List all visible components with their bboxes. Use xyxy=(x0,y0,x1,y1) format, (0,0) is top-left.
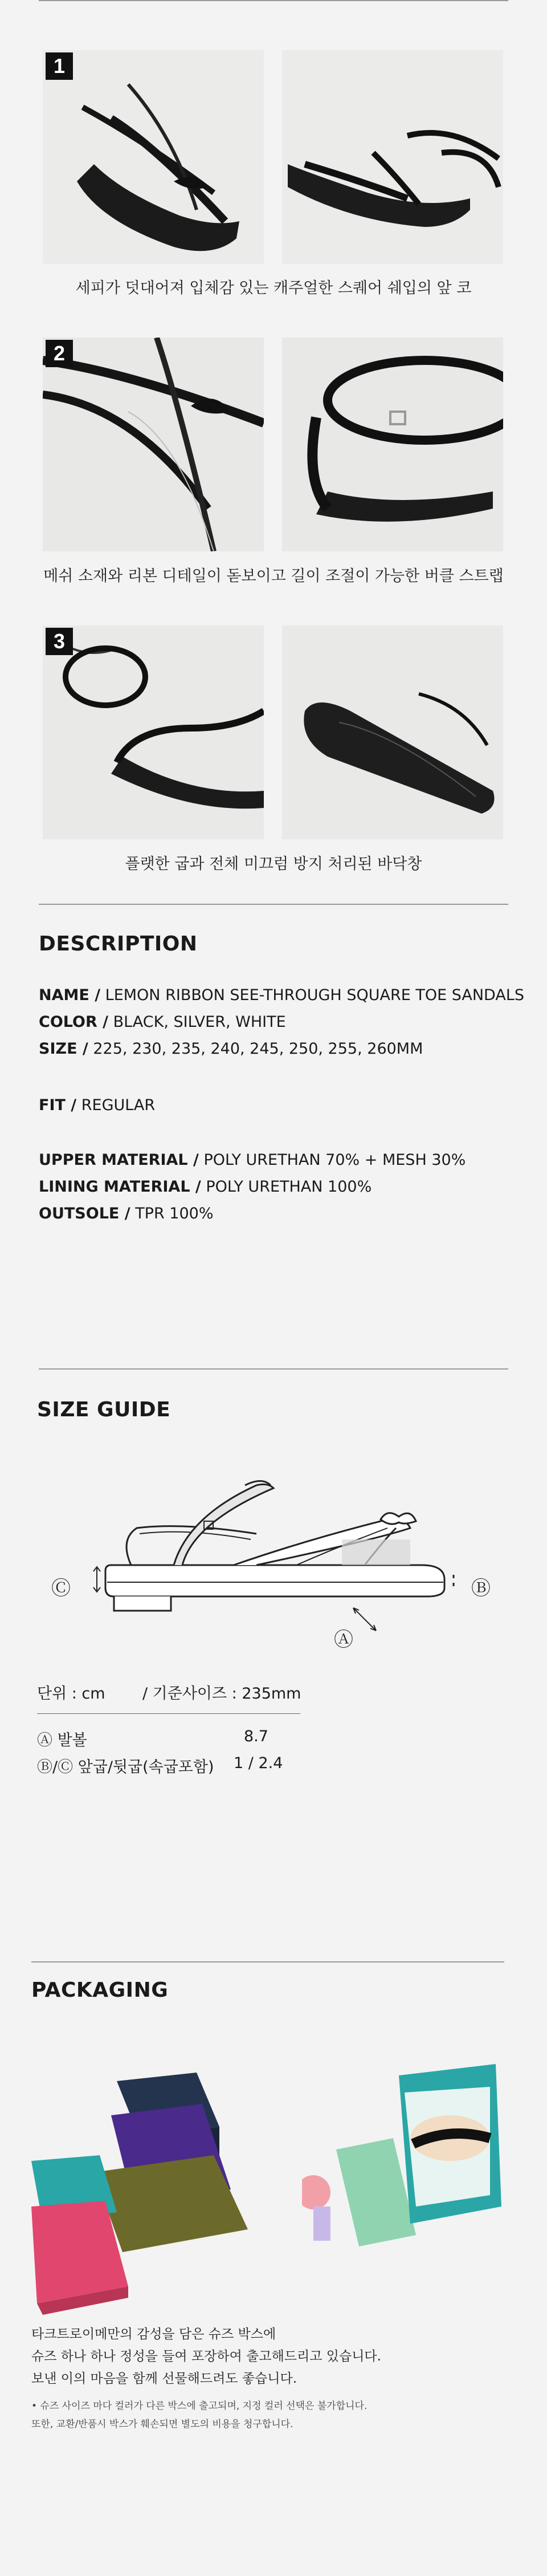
packaging-line-1: 타크트로이메만의 감성을 담은 슈즈 박스에 xyxy=(31,2327,276,2342)
size-row-1-value: 8.7 xyxy=(244,1728,268,1745)
spec-size-value: 225, 230, 235, 240, 245, 250, 255, 260MM xyxy=(88,1040,423,1058)
spec-name-value: LEMON RIBBON SEE-THROUGH SQUARE TOE SANDALS xyxy=(100,986,525,1004)
packaging-line-2: 슈즈 하나 하나 정성을 들여 포장하여 출고해드리고 있습니다. xyxy=(31,2349,381,2364)
description-title: DESCRIPTION xyxy=(39,932,198,956)
spec-lining xyxy=(39,1178,372,1196)
sandal-side-illustration xyxy=(282,50,503,264)
size-guide-divider xyxy=(39,1368,508,1370)
spec-outsole-value: TPR 100% xyxy=(130,1205,214,1222)
spec-upper-label: UPPER MATERIAL / xyxy=(39,1151,199,1169)
spec-size xyxy=(39,1040,423,1058)
size-row-2-label: Ⓑ/Ⓒ 앞굽/뒷굽(속굽포함) xyxy=(37,1758,214,1776)
spec-fit-label: FIT / xyxy=(39,1096,77,1114)
spec-color xyxy=(39,1013,286,1031)
spec-color-value: BLACK, SILVER, WHITE xyxy=(108,1013,286,1031)
feature-2-caption: 메쉬 소재와 리본 디테일이 돋보이고 길이 조절이 가능한 버클 스트랩 xyxy=(43,567,504,585)
packaging-photo-boxes xyxy=(31,2041,271,2315)
packaging-note-2: 또한, 교환/반품시 박스가 훼손되면 별도의 비용을 청구합니다. xyxy=(31,2419,293,2430)
spec-fit-value: REGULAR xyxy=(76,1096,156,1114)
shoe-boxes-illustration xyxy=(31,2041,271,2315)
size-guide-diagram xyxy=(68,1454,501,1648)
size-row-2-value: 1 / 2.4 xyxy=(234,1754,283,1772)
size-table-divider xyxy=(37,1713,300,1714)
spec-fit xyxy=(39,1096,155,1114)
spec-upper-value: POLY URETHAN 70% + MESH 30% xyxy=(198,1151,466,1169)
spec-upper xyxy=(39,1151,466,1169)
sandal-line-drawing xyxy=(68,1454,501,1648)
buckle-strap-illustration xyxy=(282,338,503,551)
feature-1-caption: 세피가 덧대어져 입체감 있는 캐주얼한 스퀘어 쉐입의 앞 코 xyxy=(75,279,472,297)
top-divider xyxy=(39,0,508,1)
feature-1-photo-right xyxy=(282,50,503,264)
sandal-front-illustration xyxy=(43,50,264,264)
unit-label: 단위 : cm xyxy=(37,1685,105,1703)
spec-outsole xyxy=(39,1205,214,1222)
spec-color-label: COLOR / xyxy=(39,1013,109,1031)
marker-c: Ⓒ xyxy=(51,1577,71,1600)
unboxed-shoe-illustration xyxy=(302,2053,519,2298)
spec-lining-label: LINING MATERIAL / xyxy=(39,1178,201,1196)
spec-size-label: SIZE / xyxy=(39,1040,88,1058)
size-guide-title: SIZE GUIDE xyxy=(37,1398,171,1421)
base-size-label: / 기준사이즈 : 235mm xyxy=(142,1685,301,1703)
feature-1-badge: 1 xyxy=(46,52,73,80)
packaging-title: PACKAGING xyxy=(31,1978,169,2002)
size-row-1-label: Ⓐ 발볼 xyxy=(37,1732,87,1749)
marker-a: Ⓐ xyxy=(334,1628,353,1651)
spec-name xyxy=(39,986,524,1004)
feature-3-photo-left xyxy=(43,625,264,839)
feature-3-badge: 3 xyxy=(46,628,73,655)
feature-2-photo-left xyxy=(43,338,264,551)
description-divider xyxy=(39,904,508,905)
ribbon-detail-illustration xyxy=(43,338,264,551)
feature-1-photo-left xyxy=(43,50,264,264)
packaging-line-3: 보낸 이의 마음을 함께 선물해드려도 좋습니다. xyxy=(31,2371,297,2386)
spec-name-label: NAME / xyxy=(39,986,101,1004)
flat-heel-illustration xyxy=(43,625,264,839)
feature-2-badge: 2 xyxy=(46,340,73,367)
marker-b: Ⓑ xyxy=(471,1577,491,1600)
feature-3-caption: 플랫한 굽과 전체 미끄럼 방지 처리된 바닥창 xyxy=(125,855,422,873)
feature-3-photo-right xyxy=(282,625,503,839)
outsole-illustration xyxy=(282,625,503,839)
packaging-photo-unboxed xyxy=(302,2053,519,2298)
spec-lining-value: POLY URETHAN 100% xyxy=(201,1178,372,1196)
packaging-note-1: • 슈즈 사이즈 마다 컬러가 다른 박스에 출고되며, 지정 컬러 선택은 불가합니다. xyxy=(31,2400,368,2412)
feature-2-photo-right xyxy=(282,338,503,551)
packaging-divider xyxy=(31,1961,504,1963)
spec-outsole-label: OUTSOLE / xyxy=(39,1205,130,1222)
